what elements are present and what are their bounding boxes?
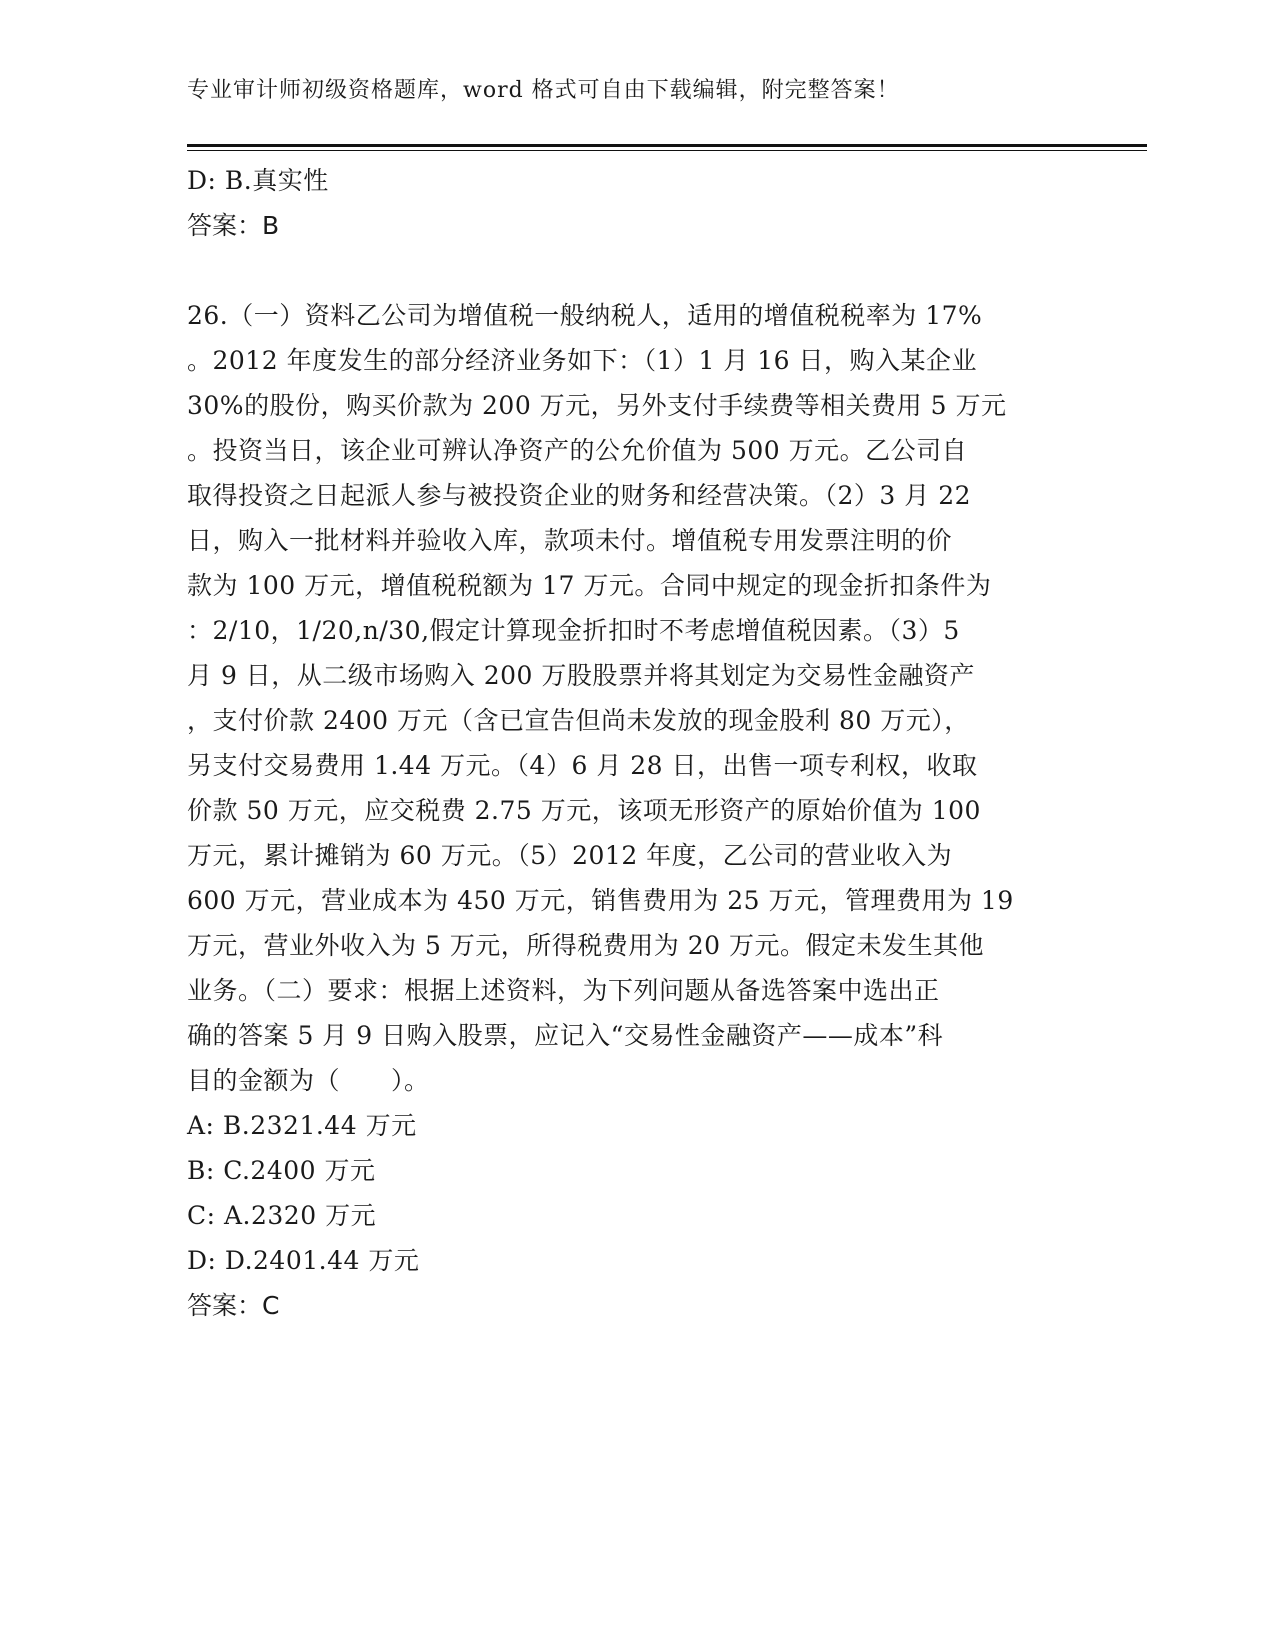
header-rule-thin — [187, 150, 1147, 151]
prev-answer: 答案：B — [187, 211, 280, 240]
option-d: D: D.2401.44 万元 — [187, 1246, 420, 1275]
stem-line: 业务。（二）要求：根据上述资料，为下列问题从备选答案中选出正 — [187, 976, 940, 1005]
stem-line: 款为 100 万元，增值税税额为 17 万元。合同中规定的现金折扣条件为 — [187, 571, 992, 600]
question-stem — [187, 293, 1067, 1103]
question-answer: 答案：C — [187, 1291, 280, 1320]
prev-option-d: D: B.真实性 — [187, 166, 329, 195]
stem-line: 万元，累计摊销为 60 万元。（5）2012 年度，乙公司的营业收入为 — [187, 841, 953, 870]
stem-line: 另支付交易费用 1.44 万元。（4）6 月 28 日，出售一项专利权，收取 — [187, 751, 978, 780]
page-header: 专业审计师初级资格题库，word 格式可自由下载编辑，附完整答案！ — [187, 78, 900, 103]
option-c: C: A.2320 万元 — [187, 1201, 377, 1230]
stem-line: ：2/10，1/20,n/30,假定计算现金折扣时不考虑增值税因素。（3）5 — [187, 616, 960, 645]
header-rule-thick — [187, 144, 1147, 147]
option-a: A: B.2321.44 万元 — [187, 1111, 417, 1140]
paragraph-gap — [187, 248, 1067, 293]
question-options — [187, 1103, 1067, 1283]
stem-line: 价款 50 万元，应交税费 2.75 万元，该项无形资产的原始价值为 100 — [187, 796, 981, 825]
stem-line: 600 万元，营业成本为 450 万元，销售费用为 25 万元，管理费用为 19 — [187, 886, 1014, 915]
stem-line: 取得投资之日起派人参与被投资企业的财务和经营决策。（2）3 月 22 — [187, 481, 972, 510]
stem-line: 26.（一）资料乙公司为增值税一般纳税人，适用的增值税税率为 17% — [187, 301, 983, 330]
stem-line: 确的答案 5 月 9 日购入股票，应记入“交易性金融资产——成本”科 — [187, 1021, 944, 1050]
stem-line: 。投资当日，该企业可辨认净资产的公允价值为 500 万元。乙公司自 — [187, 436, 968, 465]
stem-line: 目的金额为（ ）。 — [187, 1066, 430, 1095]
stem-line: 30%的股份，购买价款为 200 万元，另外支付手续费等相关费用 5 万元 — [187, 391, 1007, 420]
stem-line: 万元，营业外收入为 5 万元，所得税费用为 20 万元。假定未发生其他 — [187, 931, 985, 960]
document-body — [187, 158, 1067, 1328]
stem-line: ，支付价款 2400 万元（含已宣告但尚未发放的现金股利 80 万元）， — [187, 706, 970, 735]
option-b: B: C.2400 万元 — [187, 1156, 376, 1185]
stem-line: 月 9 日，从二级市场购入 200 万股股票并将其划定为交易性金融资产 — [187, 661, 975, 690]
stem-line: 。2012 年度发生的部分经济业务如下：（1）1 月 16 日，购入某企业 — [187, 346, 978, 375]
stem-line: 日，购入一批材料并验收入库，款项未付。增值税专用发票注明的价 — [187, 526, 953, 555]
